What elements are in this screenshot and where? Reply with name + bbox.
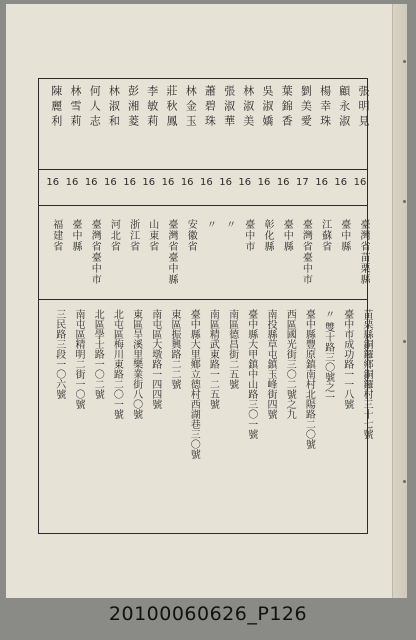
age-cell: 16 [276,177,290,188]
table-row [80,79,102,533]
person-name: 陳麗利 [49,85,63,130]
table-row [157,79,179,533]
address-cell: 北區學士路一〇二號 [92,309,104,399]
origin-cell: 彰化縣 [262,219,273,252]
age-cell: 16 [123,177,136,188]
origin-cell: 〃 [223,219,235,230]
table-row [311,79,333,533]
address-cell: 南區精武東路一二五號 [207,309,219,409]
address-cell: 北屯區梅川東路二〇一號 [111,309,123,419]
origin-cell: 臺中縣 [338,219,350,252]
person-name: 蕭碧珠 [203,85,217,130]
age-cell: 16 [142,177,156,188]
table-row [234,79,256,533]
age-cell: 16 [353,177,367,188]
table-row [330,79,352,533]
binding-hole [403,340,406,343]
table-row [61,79,83,533]
age-cell: 16 [46,177,60,188]
roster-table [38,78,372,534]
age-cell: 16 [104,177,117,188]
origin-cell: 山東省 [146,219,158,252]
person-name: 吳淑嬌 [261,85,274,130]
age-cell: 16 [315,177,328,188]
origin-cell: 福建省 [50,219,62,252]
person-name: 楊幸珠 [318,85,332,130]
table-row [272,79,294,533]
age-cell: 16 [219,177,232,188]
person-name: 林金玉 [184,85,198,130]
age-cell: 16 [161,177,175,188]
table-row [215,79,237,533]
address-cell: 臺中市成功路一一八號 [341,309,353,409]
age-cell: 16 [334,177,348,188]
age-cell: 16 [84,177,98,188]
age-cell: 16 [200,177,213,188]
table-row [99,79,121,533]
person-name: 林雪莉 [69,85,82,130]
origin-cell: 安徽省 [185,219,197,252]
person-name: 張明見 [357,85,370,130]
person-name: 葉錦香 [280,85,294,130]
origin-cell: 臺中縣 [70,219,81,252]
person-name: 林淑和 [107,85,121,130]
age-cell: 17 [296,177,309,188]
address-cell: 臺中縣豐原鎮南村北陽路二〇號 [303,309,315,449]
address-cell: 三民路三段一〇六號 [53,309,65,399]
person-name: 彭湘菱 [126,85,140,130]
person-name: 顧永淑 [337,85,351,130]
binding-hole [403,480,406,483]
person-name: 林淑美 [241,85,255,130]
binding-spine [392,4,407,598]
table-row [119,79,141,533]
address-cell: 西區國光街三〇二號之九 [284,309,296,419]
address-cell: 南投縣草屯鎮玉峰街四號 [265,309,276,419]
origin-cell: 浙江省 [127,219,139,252]
age-cell: 16 [65,177,79,188]
origin-cell: 臺灣省臺中市 [300,219,312,285]
origin-cell: 臺中縣 [281,219,293,252]
binding-hole [403,200,406,203]
table-row [349,79,371,533]
age-cell: 16 [238,177,252,188]
person-name: 李敏莉 [145,85,159,130]
origin-cell: 臺中市 [242,219,254,252]
address-cell: 東區旱溪里樂業街八〇號 [130,309,142,419]
address-cell: 〃 雙十路三〇號之一 [322,309,334,403]
age-cell: 16 [180,177,194,188]
address-cell: 東區振興路二二號 [169,309,180,389]
person-name: 劉美愛 [299,85,313,130]
origin-cell: 〃 [204,219,216,230]
binding-hole [403,60,406,63]
address-cell: 南區德昌街二五號 [226,309,238,389]
table-row [291,79,313,533]
table-row [138,79,160,533]
table-row [176,79,198,533]
origin-cell: 臺灣省苗栗縣 [358,219,369,285]
origin-cell: 江蘇省 [319,219,331,252]
table-row [42,79,64,533]
origin-cell: 臺灣省臺中市 [89,219,101,285]
person-name: 何人志 [88,85,102,130]
table-row [195,79,217,533]
address-cell: 南屯區精明二街一〇號 [73,309,84,409]
age-cell: 16 [257,177,271,188]
image-caption: 20100060626_P126 [108,603,308,625]
origin-cell: 河北省 [108,219,120,252]
address-cell: 苗栗縣銅鑼鄉銅鑼村三十七號 [361,309,372,439]
address-cell: 臺中縣大甲鎮中山路三〇一號 [245,309,257,439]
person-name: 張淑華 [222,85,236,130]
address-cell: 南屯區大墩路一四四號 [149,309,161,409]
person-name: 莊秋鳳 [165,85,178,130]
table-row [253,79,275,533]
origin-cell: 臺灣省臺中縣 [166,219,177,285]
address-cell: 臺中縣大里鄉立德村西湖巷三〇號 [188,309,200,459]
